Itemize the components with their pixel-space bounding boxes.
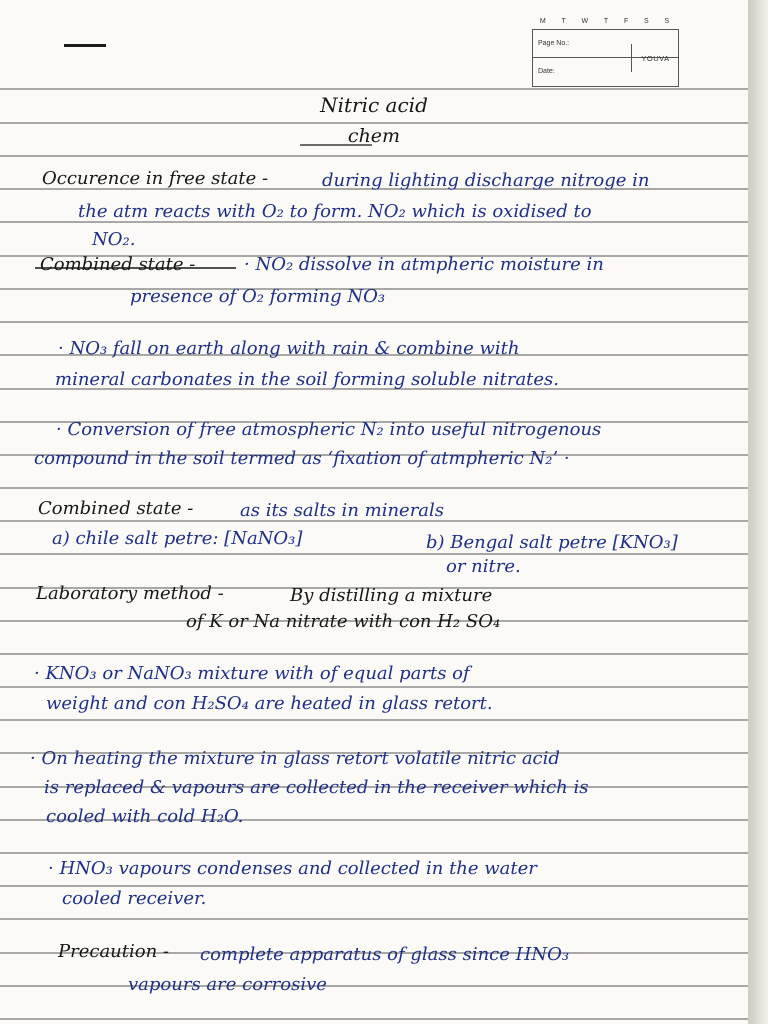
hno3-line-1: · HNO₃ vapours condenses and collected in the water bbox=[48, 858, 537, 879]
combined-line-2: presence of O₂ forming NO₃ bbox=[130, 286, 386, 307]
occurrence-line-3: NO₂. bbox=[92, 229, 136, 250]
chile-saltpetre: a) chile salt petre: [NaNO₃] bbox=[52, 528, 303, 549]
page-subtitle: chem bbox=[347, 125, 401, 147]
heating-line-1: · On heating the mixture in glass retort volatile nitric acid bbox=[30, 748, 560, 769]
weekday-t: T bbox=[561, 18, 568, 25]
laboratory-line-2: of K or Na nitrate with con H₂ SO₄ bbox=[186, 611, 501, 632]
weekday-m: M bbox=[539, 18, 548, 25]
no3-line-1: · NO₃ fall on earth along with rain & combine with bbox=[58, 338, 520, 359]
occurrence-line-2: the atm reacts with O₂ to form. NO₂ which is oxidised to bbox=[78, 201, 592, 222]
weekday-w: W bbox=[581, 18, 591, 25]
bengal-saltpetre: b) Bengal salt petre [KNO₃] bbox=[426, 532, 678, 553]
precaution-label: Precaution - bbox=[58, 941, 169, 962]
precaution-line-2: vapours are corrosive bbox=[128, 974, 327, 995]
laboratory-label: Laboratory method - bbox=[36, 583, 224, 604]
combined-line-1: · NO₂ dissolve in atmpheric moisture in bbox=[244, 254, 604, 275]
occurrence-label: Occurence in free state - bbox=[42, 168, 269, 189]
nitre-label: or nitre. bbox=[446, 556, 521, 577]
occurrence-line-1: during lighting discharge nitroge in bbox=[322, 170, 650, 191]
kno3-line-2: weight and con H₂SO₄ are heated in glass retort. bbox=[46, 693, 493, 714]
page-title: Nitric acid bbox=[320, 93, 428, 117]
combined-state-line-1: as its salts in minerals bbox=[240, 500, 445, 521]
page-header-box bbox=[532, 18, 679, 87]
conversion-line-1: · Conversion of free atmospheric N₂ into useful nitrogenous bbox=[56, 419, 602, 440]
heating-line-2: is replaced & vapours are collected in the receiver which is bbox=[44, 777, 589, 798]
weekday-s2: S bbox=[664, 18, 672, 25]
corner-dash bbox=[64, 44, 106, 47]
weekday-f: F bbox=[623, 18, 631, 25]
page-no-label: Page No.: bbox=[538, 40, 570, 47]
date-label: Date: bbox=[538, 68, 555, 75]
weekday-strip bbox=[533, 18, 678, 25]
combined-state-struck: Combined state - bbox=[40, 254, 196, 275]
weekday-s: S bbox=[644, 18, 651, 25]
notebook-binding-edge bbox=[748, 0, 768, 1024]
kno3-line-1: · KNO₃ or NaNO₃ mixture with of equal parts of bbox=[34, 663, 470, 684]
no3-line-2: mineral carbonates in the soil forming soluble nitrates. bbox=[55, 369, 560, 390]
brand-logo: YOUVA bbox=[631, 44, 679, 72]
combined-state-label: Combined state - bbox=[38, 498, 194, 519]
weekday-t2: T bbox=[603, 18, 611, 25]
precaution-line-1: complete apparatus of glass since HNO₃ bbox=[200, 944, 570, 965]
heating-line-3: cooled with cold H₂O. bbox=[46, 806, 244, 827]
laboratory-line-1: By distilling a mixture bbox=[290, 585, 493, 606]
hno3-line-2: cooled receiver. bbox=[62, 888, 207, 909]
conversion-line-2: compound in the soil termed as ‘fixation of atmpheric N₂’ · bbox=[34, 448, 570, 469]
